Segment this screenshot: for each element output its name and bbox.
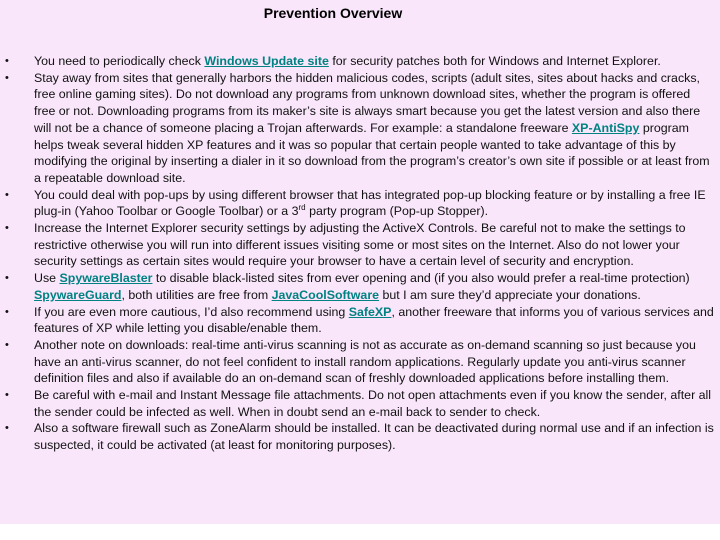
item-text: Be careful with e-mail and Instant Message file attachments. Do not open attachments even if you know the sender, after all the sender could be infected as well. When in doubt send an e-mail back to sender to check.: [34, 388, 712, 419]
page-title: Prevention Overview: [263, 5, 403, 21]
bullet-icon: •: [5, 71, 9, 84]
spywareguard-link[interactable]: SpywareGuard: [34, 287, 122, 302]
list-item: [0, 70, 720, 187]
bullet-icon: •: [5, 422, 9, 435]
list-item: [0, 270, 720, 303]
bullet-icon: •: [5, 389, 9, 402]
item-text: party program (Pop-up Stopper).: [305, 204, 489, 219]
item-text: Another note on downloads: real-time anti-virus scanning is not as accurate as on-demand scanning so just because you have an anti-virus scanner, do not feel confident to install random applications. Regularly update you anti-virus scanner definition files and also if available do an on-demand scan of freshly downloaded applications before installing them.: [34, 337, 696, 386]
item-text: If you are even more cautious, I’d also recommend using: [34, 304, 349, 319]
ordinal-superscript: rd: [298, 203, 306, 213]
item-text: program helps tweak several hidden XP features and it was so popular that certain people wanted to take advantage of this by modifying the original by inserting a dialer in it so download from the program’s creator’s own site if possible or at least from a repeatable download site.: [34, 120, 710, 185]
bullet-list: [0, 53, 720, 454]
xp-antispy-link[interactable]: XP-AntiSpy: [571, 120, 640, 135]
item-text: , another freeware that informs you of various services and features of XP while letting you disable/enable them.: [34, 304, 714, 336]
item-text: but I am sure they’d appreciate your donations.: [379, 287, 641, 302]
list-item: [0, 220, 720, 270]
item-text: for security patches both for Windows and Internet Explorer.: [328, 54, 661, 68]
bullet-icon: •: [5, 222, 9, 235]
item-text: You could deal with pop-ups by using different browser that has integrated pop-up blocking feature or by installing a free IE plug-in (Yahoo Toolbar or Google Toolbar) or a 3: [34, 187, 706, 219]
list-item: [0, 187, 720, 220]
item-text: to disable black-listed sites from ever opening and (if you also would prefer a real-time protection): [152, 271, 690, 286]
list-item: [0, 387, 720, 420]
list-item: [0, 304, 720, 337]
item-text: , both utilities are free from: [121, 287, 272, 302]
javacoolsoftware-link[interactable]: JavaCoolSoftware: [271, 287, 380, 302]
bullet-icon: •: [5, 188, 9, 201]
list-item: [0, 337, 720, 387]
spywareblaster-link[interactable]: SpywareBlaster: [59, 271, 153, 286]
safexp-link[interactable]: SafeXP: [348, 304, 392, 319]
bullet-icon: •: [5, 305, 9, 318]
list-item: [0, 420, 720, 453]
item-text: Increase the Internet Explorer security settings by adjusting the ActiveX Controls. Be careful not to make the settings to restrictive otherwise you will run into different issues visiting some or most sites on the Internet. Also do not lower your security settings as certain sites would require your browser to have a certain level of security and encryption.: [34, 221, 686, 269]
item-text: Use: [34, 271, 60, 286]
list-item: [0, 53, 720, 70]
item-text: You need to periodically check: [34, 54, 205, 68]
item-text: Stay away from sites that generally harbors the hidden malicious codes, scripts (adult sites, sites about hacks and cracks, free online gaming sites). Do not download any programs from unknown download sites, whether the program is offered free or not. Downloading programs from its maker’s site is always smart because you get the latest version and also there will not be a chance of someone placing a Trojan afterwards. For example: a standalone freeware: [34, 70, 701, 135]
item-text: Also a software firewall such as ZoneAlarm should be installed. It can be deactivated during normal use and if an infection is suspected, it could be activated (at least for monitoring purposes).: [34, 421, 714, 453]
bullet-icon: •: [5, 338, 9, 351]
bullet-icon: •: [5, 55, 9, 67]
windows-update-link[interactable]: Windows Update site: [204, 54, 329, 68]
bullet-icon: •: [5, 272, 9, 285]
